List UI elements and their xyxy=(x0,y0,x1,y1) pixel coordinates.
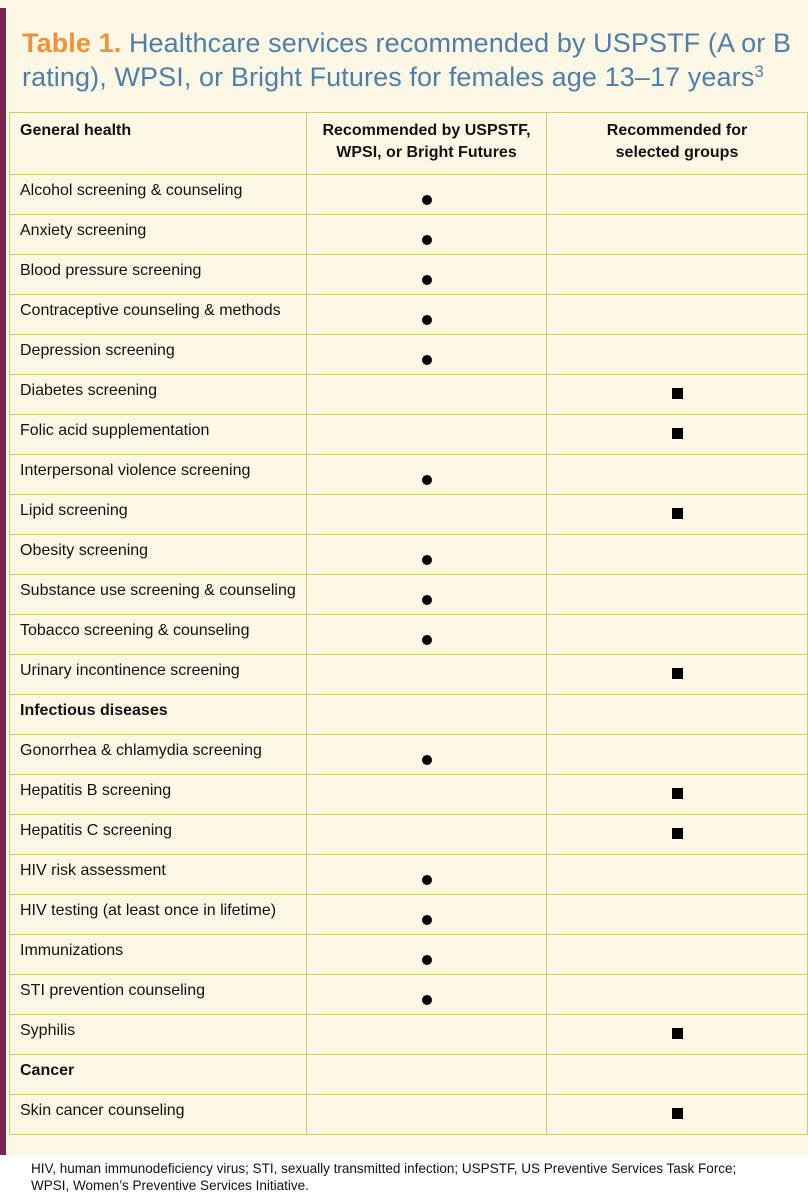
service-label: Tobacco screening & counseling xyxy=(10,615,307,655)
recommended-cell xyxy=(307,815,547,855)
filled-square-icon xyxy=(672,668,683,679)
table-row xyxy=(10,815,808,855)
recommended-cell xyxy=(307,415,547,455)
service-label: HIV testing (at least once in lifetime) xyxy=(10,895,307,935)
table-row xyxy=(10,775,808,815)
filled-circle-icon xyxy=(422,555,432,565)
header-recommended xyxy=(307,113,547,175)
filled-square-icon xyxy=(672,388,683,399)
table-number: Table 1. xyxy=(22,28,122,58)
table-row xyxy=(10,415,808,455)
filled-circle-icon xyxy=(422,275,432,285)
filled-circle-icon xyxy=(422,595,432,605)
selected-groups-cell xyxy=(547,855,808,895)
service-label: Obesity screening xyxy=(10,535,307,575)
section-heading: Cancer xyxy=(10,1055,307,1095)
header-recommended-line1: Recommended by USPSTF, xyxy=(322,122,531,139)
table-row xyxy=(10,895,808,935)
selected-groups-cell xyxy=(547,495,808,535)
service-label: Depression screening xyxy=(10,335,307,375)
selected-groups-cell xyxy=(547,975,808,1015)
table-row xyxy=(10,335,808,375)
table-row xyxy=(10,855,808,895)
table-row xyxy=(10,255,808,295)
table-row xyxy=(10,375,808,415)
recommended-cell xyxy=(307,775,547,815)
selected-groups-cell xyxy=(547,895,808,935)
service-label: Syphilis xyxy=(10,1015,307,1055)
section-row xyxy=(10,695,808,735)
filled-circle-icon xyxy=(422,875,432,885)
header-general-health: General health xyxy=(10,113,307,175)
filled-circle-icon xyxy=(422,235,432,245)
section-row xyxy=(10,1055,808,1095)
service-label: Hepatitis B screening xyxy=(10,775,307,815)
filled-circle-icon xyxy=(422,755,432,765)
selected-groups-cell xyxy=(547,1015,808,1055)
service-label: HIV risk assessment xyxy=(10,855,307,895)
recommended-cell xyxy=(307,655,547,695)
recommended-cell xyxy=(307,535,547,575)
table-row xyxy=(10,495,808,535)
header-selected-line1: Recommended for xyxy=(606,122,748,139)
table-row xyxy=(10,295,808,335)
table-row xyxy=(10,615,808,655)
recommended-cell xyxy=(307,495,547,535)
table-row xyxy=(10,735,808,775)
filled-square-icon xyxy=(672,828,683,839)
filled-circle-icon xyxy=(422,995,432,1005)
filled-square-icon xyxy=(672,788,683,799)
header-row xyxy=(10,113,808,175)
selected-groups-cell xyxy=(547,615,808,655)
service-label: Folic acid supplementation xyxy=(10,415,307,455)
filled-circle-icon xyxy=(422,315,432,325)
table-row xyxy=(10,215,808,255)
filled-circle-icon xyxy=(422,635,432,645)
table-row xyxy=(10,975,808,1015)
selected-groups-cell xyxy=(547,695,808,735)
recommended-cell xyxy=(307,895,547,935)
recommended-cell xyxy=(307,575,547,615)
recommended-cell xyxy=(307,735,547,775)
service-label: Blood pressure screening xyxy=(10,255,307,295)
accent-bar xyxy=(0,8,6,1155)
section-heading: Infectious diseases xyxy=(10,695,307,735)
filled-square-icon xyxy=(672,508,683,519)
service-label: Substance use screening & counseling xyxy=(10,575,307,615)
header-recommended-line2: WPSI, or Bright Futures xyxy=(336,144,517,161)
recommended-cell xyxy=(307,615,547,655)
selected-groups-cell xyxy=(547,535,808,575)
recommended-cell xyxy=(307,375,547,415)
service-label: Immunizations xyxy=(10,935,307,975)
service-label: Lipid screening xyxy=(10,495,307,535)
footnote-line2: WPSI, Women’s Preventive Services Initiative. xyxy=(31,1178,309,1193)
filled-circle-icon xyxy=(422,915,432,925)
table-title xyxy=(22,26,792,94)
recommended-cell xyxy=(307,1095,547,1135)
service-label: Gonorrhea & chlamydia screening xyxy=(10,735,307,775)
selected-groups-cell xyxy=(547,935,808,975)
recommended-cell xyxy=(307,215,547,255)
selected-groups-cell xyxy=(547,575,808,615)
selected-groups-cell xyxy=(547,175,808,215)
header-selected-groups xyxy=(547,113,808,175)
table-row xyxy=(10,1095,808,1135)
recommended-cell xyxy=(307,255,547,295)
selected-groups-cell xyxy=(547,1095,808,1135)
selected-groups-cell xyxy=(547,415,808,455)
table-row xyxy=(10,175,808,215)
recommended-cell xyxy=(307,1055,547,1095)
filled-circle-icon xyxy=(422,955,432,965)
selected-groups-cell xyxy=(547,735,808,775)
recommended-cell xyxy=(307,175,547,215)
selected-groups-cell xyxy=(547,775,808,815)
table-footnote xyxy=(31,1160,801,1194)
table-body xyxy=(10,175,808,1135)
table-row xyxy=(10,575,808,615)
service-label: STI prevention counseling xyxy=(10,975,307,1015)
table-row xyxy=(10,655,808,695)
filled-square-icon xyxy=(672,1108,683,1119)
selected-groups-cell xyxy=(547,655,808,695)
service-label: Urinary incontinence screening xyxy=(10,655,307,695)
table-row xyxy=(10,455,808,495)
filled-circle-icon xyxy=(422,475,432,485)
recommended-cell xyxy=(307,855,547,895)
selected-groups-cell xyxy=(547,1055,808,1095)
footnote-line1: HIV, human immunodeficiency virus; STI, sexually transmitted infection; USPSTF, US Preventive Services Task Force; xyxy=(31,1161,737,1176)
filled-square-icon xyxy=(672,428,683,439)
recommended-cell xyxy=(307,695,547,735)
service-label: Skin cancer counseling xyxy=(10,1095,307,1135)
service-label: Alcohol screening & counseling xyxy=(10,175,307,215)
filled-circle-icon xyxy=(422,355,432,365)
filled-square-icon xyxy=(672,1028,683,1039)
title-reference: 3 xyxy=(754,62,764,81)
table-row xyxy=(10,935,808,975)
recommended-cell xyxy=(307,935,547,975)
service-label: Contraceptive counseling & methods xyxy=(10,295,307,335)
header-selected-line2: selected groups xyxy=(615,144,739,161)
table-row xyxy=(10,1015,808,1055)
table-title-text: Healthcare services recommended by USPSTF (A or B rating), WPSI, or Bright Futures for females age 13–17 years xyxy=(22,28,792,92)
service-label: Hepatitis C screening xyxy=(10,815,307,855)
selected-groups-cell xyxy=(547,815,808,855)
selected-groups-cell xyxy=(547,335,808,375)
recommended-cell xyxy=(307,1015,547,1055)
service-label: Diabetes screening xyxy=(10,375,307,415)
recommended-cell xyxy=(307,455,547,495)
selected-groups-cell xyxy=(547,375,808,415)
recommended-cell xyxy=(307,295,547,335)
service-label: Anxiety screening xyxy=(10,215,307,255)
recommended-cell xyxy=(307,335,547,375)
services-table xyxy=(9,112,808,1135)
selected-groups-cell xyxy=(547,215,808,255)
selected-groups-cell xyxy=(547,455,808,495)
recommended-cell xyxy=(307,975,547,1015)
selected-groups-cell xyxy=(547,255,808,295)
service-label: Interpersonal violence screening xyxy=(10,455,307,495)
selected-groups-cell xyxy=(547,295,808,335)
table-row xyxy=(10,535,808,575)
filled-circle-icon xyxy=(422,195,432,205)
